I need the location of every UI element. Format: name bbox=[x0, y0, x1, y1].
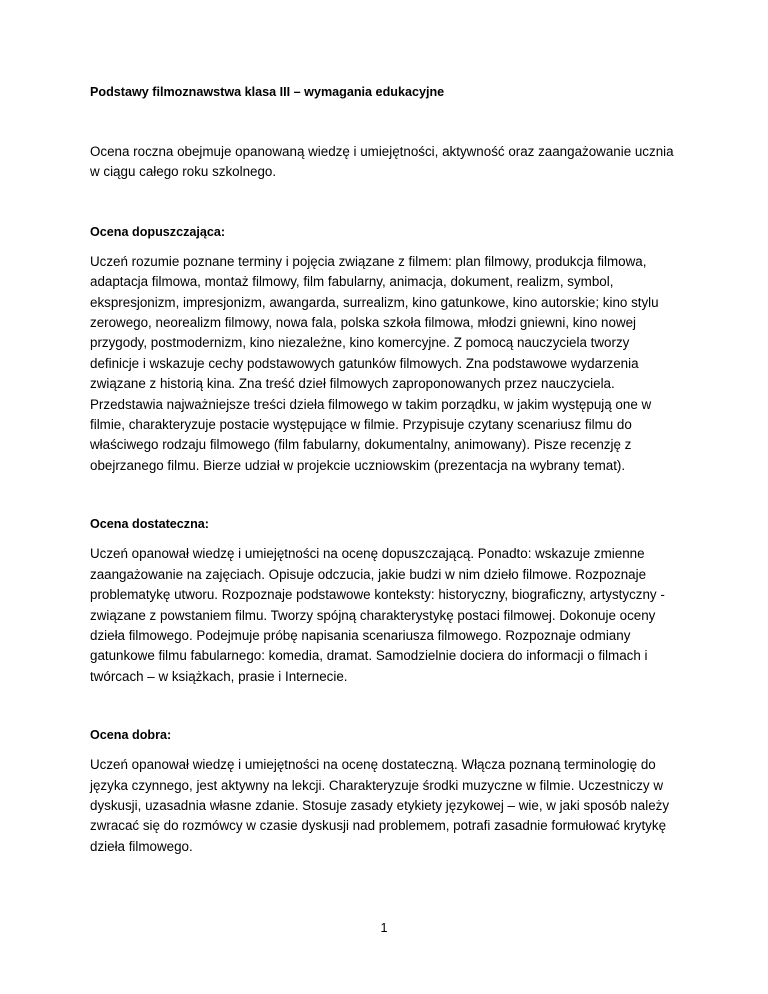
page-content bbox=[90, 82, 682, 857]
section-dobra bbox=[90, 725, 682, 857]
section-body: Uczeń opanował wiedzę i umiejętności na ocenę dostateczną. Włącza poznaną terminologię do języka czynnego, jest aktywny na lekcji. Charakteryzuje środki muzyczne w filmie. Uczestniczy w dyskusji, uzasadnia własne zdanie. Stosuje zasady etykiety językowej – wie, w jaki sposób należy zwracać się do rozmówcy w czasie dyskusji nad problemem, potrafi zasadnie formułować krytykę dzieła filmowego. bbox=[90, 757, 670, 854]
section-dopuszczajaca bbox=[90, 222, 682, 476]
section-dostateczna bbox=[90, 514, 682, 687]
section-heading: Ocena dobra: bbox=[90, 728, 172, 743]
section-body: Uczeń opanował wiedzę i umiejętności na ocenę dopuszczającą. Ponadto: wskazuje zmienne zaangażowanie na zajęciach. Opisuje odczucia, jakie budzi w nim dzieło filmowe. Rozpoznaje problematykę utworu. Rozpoznaje podstawowe konteksty: historyczny, biograficzny, artystyczny - związane z powstaniem filmu. Tworzy spójną charakterystykę postaci filmowej. Dokonuje oceny dzieła filmowego. Podejmuje próbę napisania scenariusza filmowego. Rozpoznaje odmiany gatunkowe filmu fabularnego: komedia, dramat. Samodzielnie dociera do informacji o filmach i twórcach – w książkach, prasie i Internecie. bbox=[90, 546, 665, 684]
section-heading: Ocena dopuszczająca: bbox=[90, 224, 226, 239]
page-number: 1 bbox=[380, 921, 388, 935]
section-heading: Ocena dostateczna: bbox=[90, 517, 209, 532]
section-body: Uczeń rozumie poznane terminy i pojęcia związane z filmem: plan filmowy, produkcja filmowa, adaptacja filmowa, montaż filmowy, film fabularny, animacja, dokument, realizm, symbol, ekspresjonizm, impresjonizm, awangarda, surrealizm, kino gatunkowe, kino autorskie; kino stylu zerowego, neorealizm filmowy, nowa fala, polska szkoła filmowa, młodzi gniewni, kino nowej przygody, postmodernizm, kino niezależne, kino komercyjne. Z pomocą nauczyciela tworzy definicje i wskazuje cechy podstawowych gatunków filmowych. Zna podstawowe wydarzenia związane z historią kina. Zna treść dzieł filmowych zaproponowanych przez nauczyciela. Przedstawia najważniejsze treści dzieła filmowego w takim porządku, w jakim występują one w filmie, charakteryzuje postacie występujące w filmie. Przypisuje czytany scenariusz filmu do właściwego rodzaju filmowego (film fabularny, dokumentalny, animowany). Pisze recenzję z obejrzanego filmu. Bierze udział w projekcie uczniowskim (prezentacja na wybrany temat). bbox=[90, 253, 659, 473]
intro-paragraph: Ocena roczna obejmuje opanowaną wiedzę i umiejętności, aktywność oraz zaangażowanie ucznia w ciągu całego roku szkolnego. bbox=[90, 144, 674, 180]
document-title: Podstawy filmoznawstwa klasa III – wymagania edukacyjne bbox=[90, 85, 445, 99]
